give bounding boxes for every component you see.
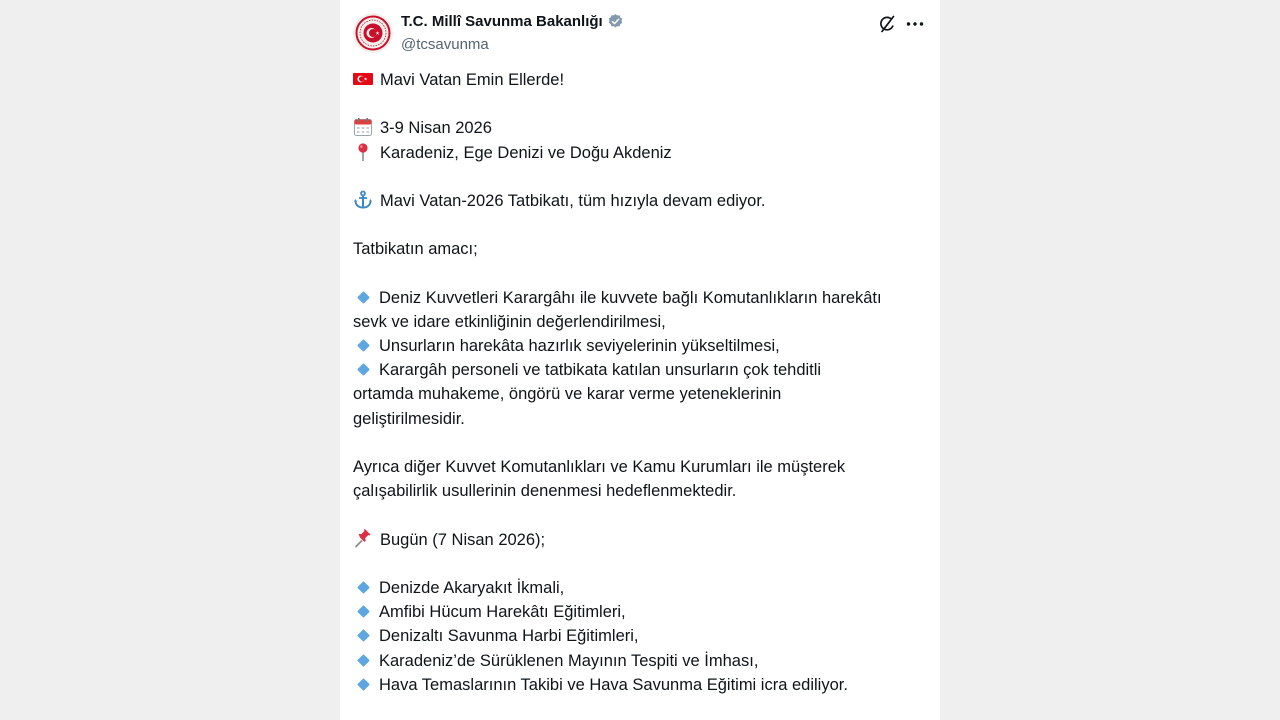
pushpin-icon [353,529,373,549]
tweet-dates: 3-9 Nisan 2026 [380,119,492,138]
verified-badge-icon [607,13,624,30]
blue-diamond-icon [357,605,370,618]
list-item: Karadeniz’de Sürüklenen Mayının Tespiti ve İmhası, [353,649,913,673]
tweet-exercise: Mavi Vatan-2026 Tatbikatı, tüm hızıyla devam ediyor. [380,191,766,210]
blue-diamond-icon [357,339,370,352]
tweet-headline: Mavi Vatan Emin Ellerde! [380,71,565,89]
list-item: Denizde Akaryakıt İkmali, [353,576,913,600]
calendar-icon [353,117,373,137]
blue-diamond-icon [357,654,370,667]
tweet-text [353,68,913,697]
anchor-icon [353,190,373,210]
more-icon[interactable] [904,13,926,35]
list-item-continuation: ortamda muhakeme, öngörü ve karar verme yeteneklerinin [353,385,782,404]
list-item: Denizaltı Savunma Harbi Eğitimleri, [353,624,913,648]
additional-text-line: çalışabilirlik usullerinin denenmesi hedeflenmektedir. [353,482,737,501]
avatar[interactable] [353,13,393,53]
list-item-continuation: geliştirilmesidir. [353,409,465,428]
blue-diamond-icon [357,363,370,376]
blue-diamond-icon [357,581,370,594]
tweet-card [340,0,940,720]
list-item: Hava Temaslarının Takibi ve Hava Savunma Eğitimi icra ediliyor. [353,673,913,697]
today-heading: Bugün (7 Nisan 2026); [380,530,546,549]
list-item: Amfibi Hücum Harekâtı Eğitimleri, [353,600,913,624]
list-item: Unsurların harekâta hazırlık seviyelerinin yükseltilmesi, [353,334,913,358]
round-pushpin-icon [353,142,373,162]
list-item: Karargâh personeli ve tatbikata katılan unsurların çok tehditli [353,358,913,382]
tweet-location: Karadeniz, Ege Denizi ve Doğu Akdeniz [380,143,672,162]
blue-diamond-icon [357,678,370,691]
list-item-continuation: sevk ve idare etkinliğinin değerlendirilmesi, [353,312,666,331]
account-name[interactable]: T.C. Millî Savunma Bakanlığı [401,13,603,30]
turkey-flag-icon [353,69,373,89]
account-handle[interactable]: @tcsavunma [401,36,489,53]
blue-diamond-icon [357,629,370,642]
grok-icon[interactable] [876,13,898,35]
additional-text-line: Ayrıca diğer Kuvvet Komutanlıkları ve Kamu Kurumları ile müşterek [353,458,846,476]
msb-seal-icon [353,13,393,53]
list-item: Deniz Kuvvetleri Karargâhı ile kuvvete bağlı Komutanlıkların harekâtı [353,286,913,310]
blue-diamond-icon [357,291,370,304]
aim-heading: Tatbikatın amacı; [353,240,478,259]
